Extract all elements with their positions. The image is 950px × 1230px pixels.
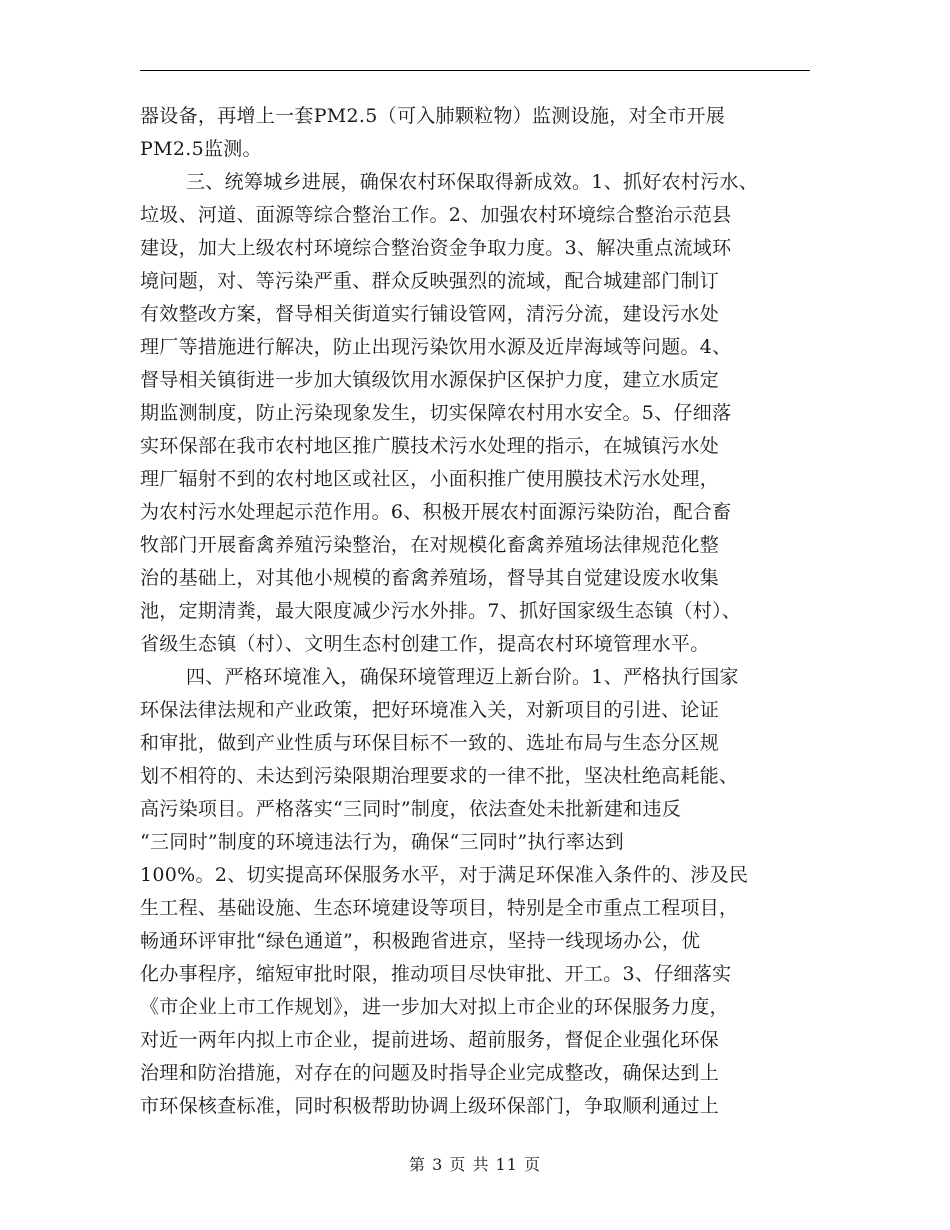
paragraph-first-line: 三、统筹城乡进展，确保农村环保取得新成效。1、抓好农村污水、 [186,171,759,193]
document-body [140,100,820,1123]
text-line: 理厂辐射不到的农村地区或社区，小面积推广使用膜技术污水处理， [140,468,720,490]
text-line: 和审批，做到产业性质与环保目标不一致的、选址布局与生态分区规 [140,732,720,754]
text-line: 省级生态镇（村）、文明生态村创建工作，提高农村环境管理水平。 [140,633,710,655]
text-line: “三同时”制度的环境违法行为，确保“三同时”执行率达到 [140,831,624,853]
text-line: 垃圾、河道、面源等综合整治工作。2、加强农村环境综合整治示范县 [140,204,732,226]
text-line: 化办事程序，缩短审批时限，推动项目尽快审批、开工。3、仔细落实 [140,963,732,985]
text-line: 为农村污水处理起示范作用。6、积极开展农村面源污染防治，配合畜 [140,501,732,523]
page-number-footer: 第 3 页 共 11 页 [409,1155,541,1174]
text-line: 期监测制度，防止污染现象发生，切实保障农村用水安全。5、仔细落 [140,402,732,424]
text-line: 划不相符的、未达到污染限期治理要求的一律不批，坚决杜绝高耗能、 [140,765,739,787]
text-line: 《市企业上市工作规划》，进一步加大对拟上市企业的环保服务力度， [140,996,729,1018]
text-line: 治的基础上，对其他小规模的畜禽养殖场，督导其自觉建设废水收集 [140,567,720,589]
text-line: 建设，加大上级农村环境综合整治资金争取力度。3、解决重点流域环 [140,237,732,259]
text-line: PM2.5监测。 [140,138,262,160]
text-line: 器设备，再增上一套PM2.5（可入肺颗粒物）监测设施，对全市开展 [140,105,726,127]
text-line: 环保法律法规和产业政策，把好环境准入关，对新项目的引进、论证 [140,699,720,721]
text-line: 境问题，对、等污染严重、群众反映强烈的流域，配合城建部门制订 [140,270,720,292]
text-line: 市环保核查标准，同时积极帮助协调上级环保部门，争取顺利通过上 [140,1095,720,1117]
text-line: 100%。2、切实提高环保服务水平，对于满足环保准入条件的、涉及民 [140,864,749,886]
text-line: 生工程、基础设施、生态环境建设等项目，特别是全市重点工程项目， [140,897,739,919]
header-rule [140,70,810,71]
text-line: 实环保部在我市农村地区推广膜技术污水处理的指示，在城镇污水处 [140,435,720,457]
text-line: 有效整改方案，督导相关街道实行铺设管网，清污分流，建设污水处 [140,303,720,325]
text-line: 治理和防治措施，对存在的问题及时指导企业完成整改，确保达到上 [140,1062,720,1084]
text-line: 畅通环评审批“绿色通道”，积极跑省进京，坚持一线现场办公，优 [140,930,701,952]
text-line: 对近一两年内拟上市企业，提前进场、超前服务，督促企业强化环保 [140,1029,720,1051]
text-line: 牧部门开展畜禽养殖污染整治，在对规模化畜禽养殖场法律规范化整 [140,534,720,556]
text-line: 督导相关镇街进一步加大镇级饮用水源保护区保护力度，建立水质定 [140,369,720,391]
text-line: 高污染项目。严格落实“三同时”制度，依法查处未批新建和违反 [140,798,682,820]
paragraph-first-line: 四、严格环境准入，确保环境管理迈上新台阶。1、严格执行国家 [186,666,739,688]
text-line: 池，定期清粪，最大限度减少污水外排。7、抓好国家级生态镇（村）、 [140,600,742,622]
text-line: 理厂等措施进行解决，防止出现污染饮用水源及近岸海域等问题。4、 [140,336,732,358]
